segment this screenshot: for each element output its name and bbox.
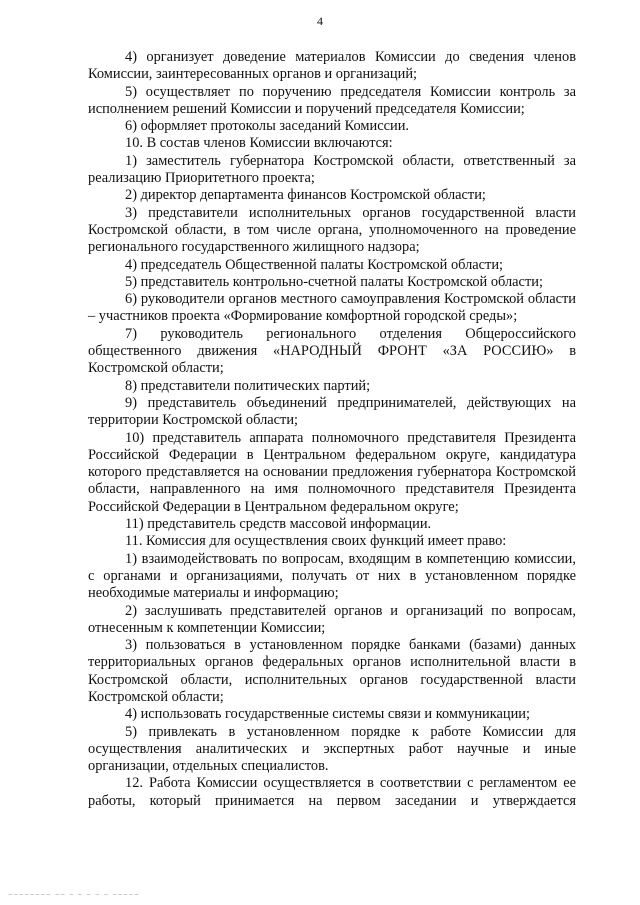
- paragraph: 1) заместитель губернатора Костромской области, ответственный за реализацию Приоритетного проекта;: [88, 152, 576, 187]
- paragraph: 7) руководитель регионального отделения Общероссийского общественного движения «НАРОДНЫЙ ФРОНТ «ЗА РОССИЮ» в Костромской области;: [88, 325, 576, 377]
- paragraph: 3) представители исполнительных органов государственной власти Костромской области, в том числе органа, уполномоченного на проведение регионального государственного жилищного надзора;: [88, 204, 576, 256]
- paragraph: 4) организует доведение материалов Комиссии до сведения членов Комиссии, заинтересованных органов и организаций;: [88, 49, 576, 83]
- paragraph: 2) заслушивать представителей органов и организаций по вопросам, отнесенным к компетенции Комиссии;: [88, 602, 576, 636]
- paragraph: 11) представитель средств массовой информации.: [125, 516, 432, 533]
- page-number: 4: [317, 14, 323, 28]
- paragraph: 6) оформляет протоколы заседаний Комиссии.: [125, 118, 409, 135]
- paragraph: 10) представитель аппарата полномочного представителя Президента Российской Федерации в Центральном федеральном округе, кандидатура которого представляется на основании предложения губернатора Костромской области, направленного на имя полномочного представителя Президента Российской Федерации в Центральном федеральном округе;: [88, 429, 576, 515]
- paragraph: 11. Комиссия для осуществления своих функций имеет право:: [125, 533, 507, 550]
- paragraph: 3) пользоваться в установленном порядке банками (базами) данных территориальных органов федеральных органов исполнительной власти в Костромской области, исполнительных органов государственной власти Костромской области;: [88, 637, 576, 705]
- paragraph: 4) использовать государственные системы связи и коммуникации;: [125, 706, 530, 723]
- paragraph: 8) представители политических партий;: [125, 377, 371, 394]
- paragraph: 5) представитель контрольно-счетной палаты Костромской области;: [125, 273, 543, 290]
- scan-artifact: ‒‒‒‒‒‒‒‒ ‒‒ ‒ ‒ ‒ ‒ ‒ ‒‒‒‒‒: [8, 890, 140, 898]
- paragraph: 5) осуществляет по поручению председателя Комиссии контроль за исполнением решений Комиссии и поручений председателя Комиссии;: [88, 83, 576, 117]
- paragraph: 2) директор департамента финансов Костромской области;: [125, 187, 486, 204]
- document-body: [88, 49, 576, 810]
- paragraph: 9) представитель объединений предпринимателей, действующих на территории Костромской области;: [88, 394, 576, 429]
- paragraph: 4) председатель Общественной палаты Костромской области;: [125, 256, 504, 273]
- paragraph: 6) руководители органов местного самоуправления Костромской области – участников проекта «Формирование комфортной городской среды»;: [88, 291, 576, 325]
- paragraph: 5) привлекать в установленном порядке к работе Комиссии для осуществления аналитических и экспертных работ научные и иные организации, отдельных специалистов.: [88, 723, 576, 775]
- paragraph: 12. Работа Комиссии осуществляется в соответствии с регламентом ее работы, который принимается на первом заседании и утверждается: [88, 775, 576, 809]
- paragraph: 10. В состав членов Комиссии включаются:: [125, 135, 393, 152]
- paragraph: 1) взаимодействовать по вопросам, входящим в компетенцию комиссии, с органами и организациями, получать от них в установленном порядке необходимые материалы и информацию;: [88, 550, 576, 602]
